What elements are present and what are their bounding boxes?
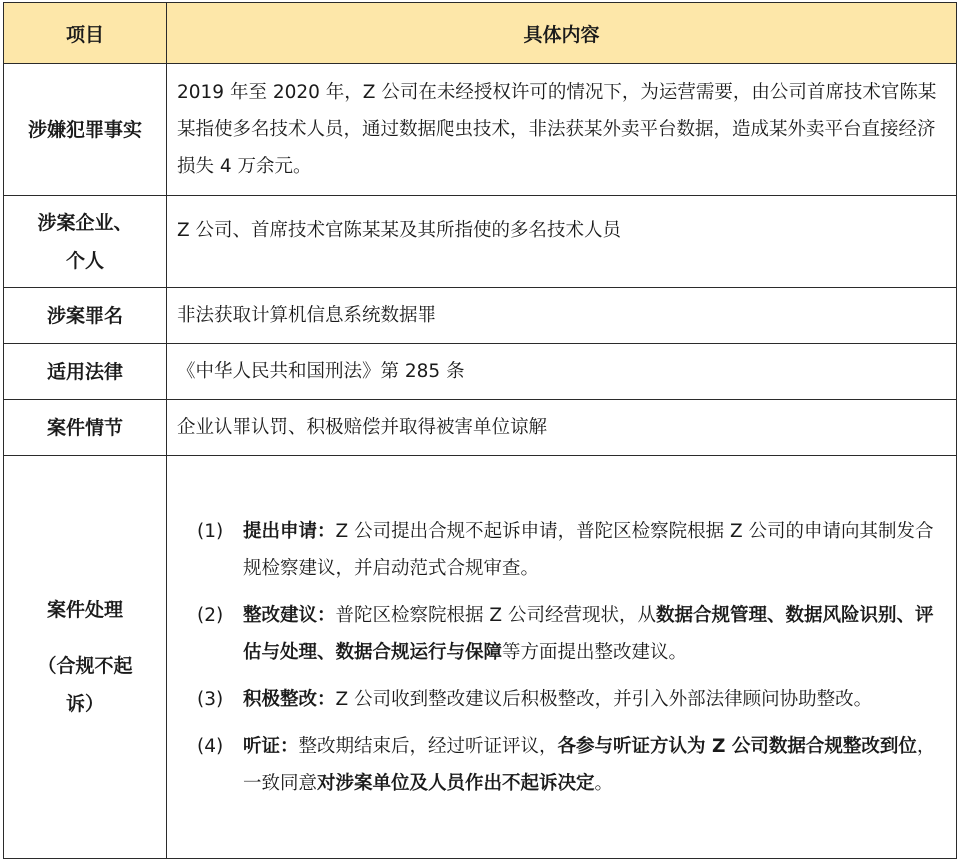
step-4-title: 听证： xyxy=(243,735,299,757)
label-parties-line1: 涉案企业、 xyxy=(37,211,133,234)
step-3 xyxy=(183,681,940,718)
label-handling-line1: 案件处理 xyxy=(46,599,123,621)
step-4-bold-b: 各参与听证方认为 Z 公司数据合规整改到位 xyxy=(557,735,917,757)
step-3-title: 积极整改： xyxy=(243,688,336,710)
label-handling xyxy=(4,456,167,859)
header-row xyxy=(4,3,957,64)
step-2-bold-b: 数据合规管理、数据风险识别、评估与处理、数据合规运行与保障 xyxy=(243,604,934,663)
step-1-text: Z 公司提出合规不起诉申请，普陀区检察院根据 Z 公司的申请向其制发合规检察建议，并启动范式合规审查。 xyxy=(243,520,934,579)
content-plot: 企业认罪认罚、积极赔偿并取得被害单位谅解 xyxy=(167,400,957,456)
row-facts xyxy=(4,64,957,196)
step-4 xyxy=(183,728,940,802)
step-2-title: 整改建议： xyxy=(243,604,336,626)
step-4-number: (4) xyxy=(197,735,224,757)
step-1-title: 提出申请： xyxy=(243,520,336,542)
row-law xyxy=(4,344,957,400)
step-4-text-c: ，一致同意 xyxy=(243,735,936,794)
label-parties-line2: 个人 xyxy=(65,249,104,272)
step-3-text: Z 公司收到整改建议后积极整改，并引入外部法律顾问协助整改。 xyxy=(335,688,873,710)
label-handling-line3: 诉） xyxy=(65,693,104,715)
content-charge: 非法获取计算机信息系统数据罪 xyxy=(167,288,957,344)
header-content: 具体内容 xyxy=(167,3,957,64)
content-handling xyxy=(167,456,957,859)
row-handling xyxy=(4,456,957,859)
step-1-number: (1) xyxy=(197,520,224,542)
row-parties xyxy=(4,196,957,288)
content-parties: Z 公司、首席技术官陈某某及其所指使的多名技术人员 xyxy=(167,196,957,288)
row-plot xyxy=(4,400,957,456)
step-2-text-c: 等方面提出整改建议。 xyxy=(502,641,688,663)
label-plot: 案件情节 xyxy=(4,400,167,456)
header-item: 项目 xyxy=(4,3,167,64)
step-1 xyxy=(183,513,940,587)
content-law: 《中华人民共和国刑法》第 285 条 xyxy=(167,344,957,400)
step-2-text-a: 普陀区检察院根据 Z 公司经营现状，从 xyxy=(335,604,656,626)
step-2 xyxy=(183,597,940,671)
step-2-number: (2) xyxy=(197,604,224,626)
label-handling-line2: （合规不起 xyxy=(37,655,133,677)
label-facts: 涉嫌犯罪事实 xyxy=(4,64,167,196)
row-charge xyxy=(4,288,957,344)
step-3-number: (3) xyxy=(197,688,224,710)
content-facts: 2019 年至 2020 年，Z 公司在未经授权许可的情况下，为运营需要，由公司首席技术官陈某某指使多名技术人员，通过数据爬虫技术，非法获某外卖平台数据，造成某外卖平台直接经济损失 4 万余元。 xyxy=(167,64,957,196)
label-law: 适用法律 xyxy=(4,344,167,400)
step-4-text-e: 。 xyxy=(594,772,614,794)
label-charge: 涉案罪名 xyxy=(4,288,167,344)
step-4-bold-d: 对涉案单位及人员作出不起诉决定 xyxy=(317,772,595,794)
label-parties xyxy=(4,196,167,288)
step-4-text-a: 整改期结束后，经过听证评议， xyxy=(298,735,558,757)
case-table xyxy=(3,2,957,859)
